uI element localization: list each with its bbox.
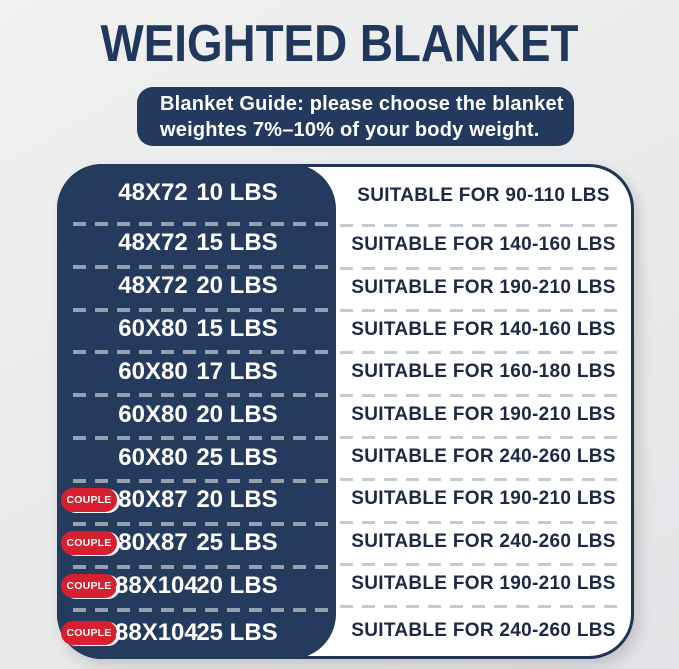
banner-line-2: weightes 7%–10% of your body weight. — [160, 119, 540, 141]
table-row-right — [336, 605, 631, 656]
weight-label: 25 LBS — [196, 529, 278, 557]
table-row-left — [57, 436, 336, 479]
suitability-panel — [336, 167, 631, 656]
suitable-label: SUITABLE FOR 190-210 LBS — [351, 403, 616, 425]
size-label: 88X104 — [115, 619, 198, 647]
suitable-label: SUITABLE FOR 240-260 LBS — [351, 530, 616, 552]
couple-badge: COUPLE — [61, 488, 118, 512]
size-label: 80X87 — [118, 529, 188, 557]
table-row-left — [57, 308, 336, 351]
table-row-right — [336, 309, 631, 351]
badge-slot — [63, 621, 115, 645]
size-label: 60X80 — [118, 357, 188, 385]
weight-label: 20 LBS — [196, 572, 278, 600]
suitable-label: SUITABLE FOR 190-210 LBS — [351, 488, 616, 510]
weight-label: 17 LBS — [196, 357, 278, 385]
weight-label: 20 LBS — [196, 486, 278, 514]
table-row-right — [336, 351, 631, 393]
table-row-right — [336, 478, 631, 520]
weight-label: 20 LBS — [196, 272, 278, 300]
table-row-left — [57, 393, 336, 436]
table-row-right — [336, 563, 631, 605]
suitable-label: SUITABLE FOR 160-180 LBS — [351, 361, 616, 383]
guide-banner — [137, 87, 574, 146]
table-row-right — [336, 267, 631, 309]
size-label: 48X72 — [118, 272, 188, 300]
table-row-left — [57, 565, 336, 608]
table-row-right — [336, 167, 631, 224]
weight-label: 15 LBS — [196, 229, 278, 257]
size-guide-table — [57, 164, 634, 659]
weight-label: 25 LBS — [196, 619, 278, 647]
size-label: 88X104 — [115, 572, 198, 600]
table-row-left — [57, 265, 336, 308]
badge-slot — [63, 574, 115, 598]
size-label: 48X72 — [118, 229, 188, 257]
badge-slot — [63, 531, 115, 555]
weight-label: 20 LBS — [196, 400, 278, 428]
suitable-label: SUITABLE FOR 190-210 LBS — [351, 276, 616, 298]
couple-badge: COUPLE — [61, 531, 118, 555]
badge-slot — [63, 488, 115, 512]
table-row-left — [57, 479, 336, 522]
table-row-left — [57, 350, 336, 393]
size-weight-panel — [57, 164, 336, 659]
size-label: 60X80 — [118, 400, 188, 428]
table-row-right — [336, 436, 631, 478]
table-row-right — [336, 224, 631, 266]
suitable-label: SUITABLE FOR 240-260 LBS — [351, 619, 616, 641]
table-row-right — [336, 521, 631, 563]
page-title: WEIGHTED BLANKET — [100, 15, 579, 73]
couple-badge: COUPLE — [61, 621, 118, 645]
weight-label: 10 LBS — [196, 178, 278, 206]
weight-label: 25 LBS — [196, 443, 278, 471]
size-label: 60X80 — [118, 315, 188, 342]
suitable-label: SUITABLE FOR 140-160 LBS — [351, 319, 616, 341]
size-label: 48X72 — [118, 178, 188, 206]
table-row-left — [57, 522, 336, 565]
suitable-label: SUITABLE FOR 140-160 LBS — [351, 234, 616, 256]
suitable-label: SUITABLE FOR 240-260 LBS — [351, 446, 616, 468]
table-row-left — [57, 608, 336, 659]
suitable-label: SUITABLE FOR 190-210 LBS — [351, 573, 616, 595]
suitable-label: SUITABLE FOR 90-110 LBS — [357, 184, 610, 206]
banner-line-1: Blanket Guide: please choose the blanket — [160, 93, 564, 115]
table-row-left — [57, 222, 336, 265]
weight-label: 15 LBS — [196, 315, 278, 342]
table-row-left — [57, 164, 336, 222]
table-row-right — [336, 394, 631, 436]
size-label: 80X87 — [118, 486, 188, 514]
couple-badge: COUPLE — [61, 574, 118, 598]
size-label: 60X80 — [118, 443, 188, 471]
